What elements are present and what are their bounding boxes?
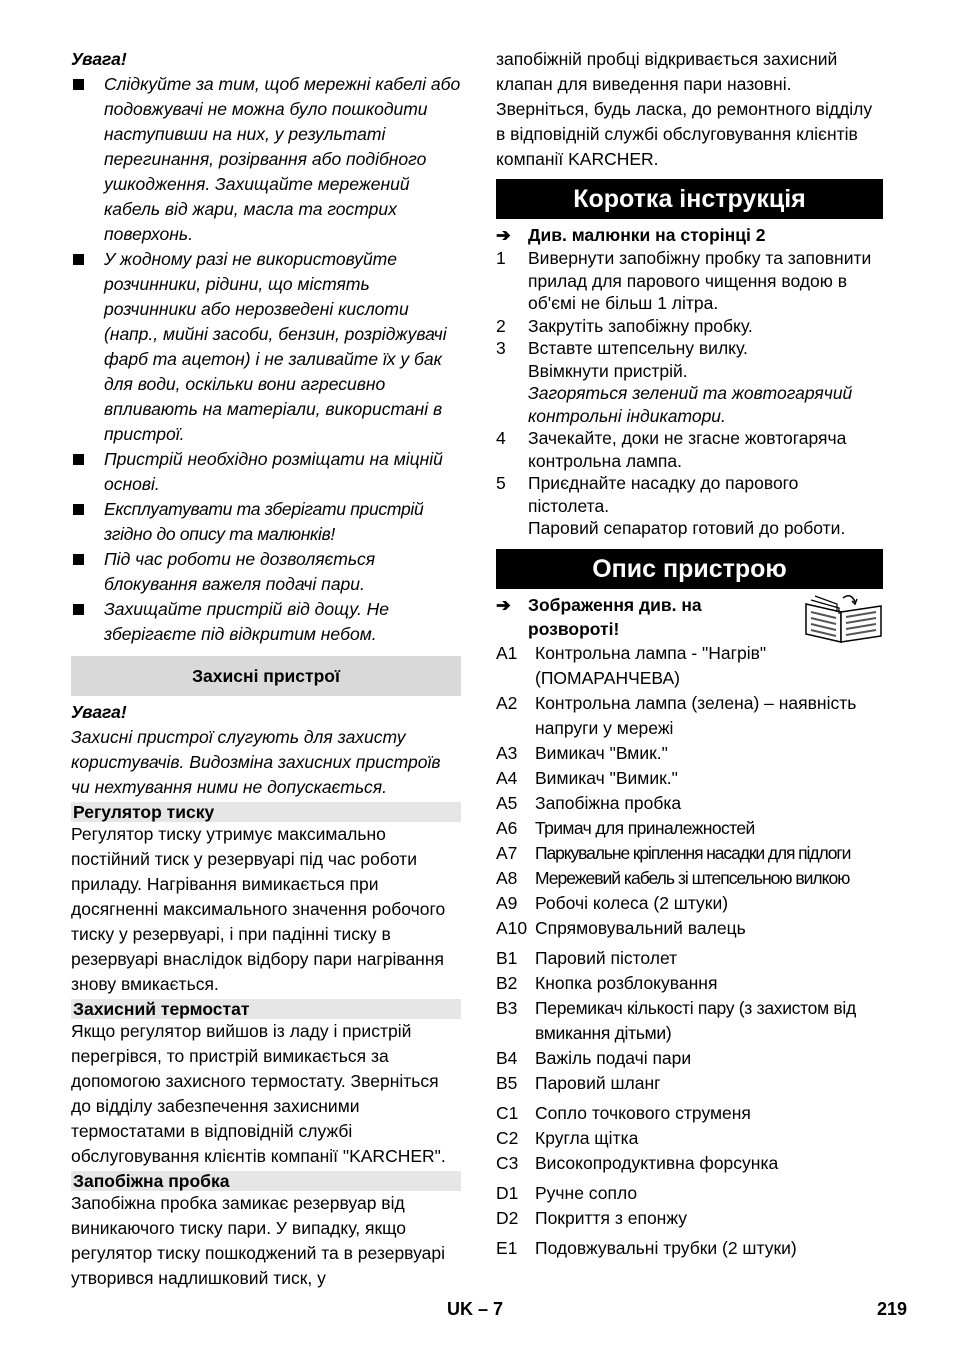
section-heading-short-instructions: Коротка інструкція: [496, 179, 883, 219]
figure-reference: ➔ Зображення див. на розвороті!: [496, 594, 702, 639]
page-number: 219: [877, 1299, 908, 1319]
square-bullet-icon: [71, 497, 104, 547]
warning-text: Захисні пристрої слугують для захисту користувачів. Видозміна захисних пристроїв чи нехтування ними не допускається.: [71, 727, 441, 797]
paragraph-safety-plug: Запобіжна пробка замикає резервуар від виникаючого тиску пари. У випадку, якщо регулятор тиску пошкоджений та в резервуарі утворився надлишковий тиск, у: [71, 1193, 445, 1288]
legend-item: B4 Важіль подачі пари: [496, 1047, 692, 1068]
legend-item: B3 Перемикач кількості пару (з захистом від вмикання дітьми): [496, 997, 856, 1043]
paragraph-safety-thermostat: Якщо регулятор вийшов із ладу і пристрій перегрівся, то пристрій вимикається за допомогою захисного термостату. Зверніться до відділу забезпечення захисними термостатами в відповідній службі обслуговування клієнтів компанії "KARCHER".: [71, 1021, 446, 1166]
arrow-right-icon: ➔: [496, 594, 511, 615]
footer-section-label: UK – 7: [447, 1299, 504, 1319]
subheading-pressure-regulator: Регулятор тиску: [71, 802, 461, 822]
section-heading-protective-devices: Захисні пристрої: [71, 656, 461, 696]
left-column: [71, 47, 461, 1291]
legend-item: A10 Спрямовувальний валець: [496, 917, 746, 938]
step-item: 3 Вставте штепсельну вилку. Ввімкнути пристрій. Загоряться зелений та жовтогарячий контрольні індикатори.: [496, 338, 853, 426]
legend-item: B5 Паровий шланг: [496, 1072, 661, 1093]
square-bullet-icon: [71, 447, 104, 497]
legend-item: B2 Кнопка розблокування: [496, 972, 718, 993]
open-book-icon: [803, 592, 885, 644]
legend-item: A6 Тримач для приналежностей: [496, 817, 755, 838]
step-item: 1 Вивернути запобіжну пробку та заповнити прилад для парового чищення водою в об'ємі не більш 1 літра.: [496, 248, 872, 313]
bullet-item: Захищайте пристрій від дощу. Не зберігаєте під відкритим небом.: [71, 597, 461, 647]
warning-title: Увага!: [71, 702, 127, 722]
legend-item: A5 Запобіжна пробка: [496, 792, 682, 813]
warning-title: Увага!: [71, 49, 127, 69]
legend-item: C2 Кругла щітка: [496, 1127, 639, 1148]
bullet-item: Слідкуйте за тим, щоб мережні кабелі або подовжувачі не можна було пошкодити наступивши на них, у результаті перегинання, розірвання або подібного ушкодження. Захищайте мережений кабель від жари, масла та гострих поверхонь.: [71, 72, 461, 247]
square-bullet-icon: [71, 597, 104, 647]
step-item: 5 Приєднайте насадку до парового пістолета. Паровий сепаратор готовий до роботи.: [496, 473, 846, 538]
bullet-item: Пристрій необхідно розміщати на міцній основі.: [71, 447, 461, 497]
legend-item: A1 Контрольна лампа - "Нагрів" (ПОМАРАНЧЕВА): [496, 642, 767, 688]
section-heading-device-description: Опис пристрою: [496, 549, 883, 589]
bullet-item: Експлуатувати та зберігати пристрій згідно до опису та малюнків!: [71, 497, 461, 547]
legend-item: A7 Паркувальне кріплення насадки для підлоги: [496, 842, 851, 863]
right-column: [496, 47, 883, 1261]
subheading-safety-thermostat: Захисний термостат: [71, 999, 461, 1019]
legend-item: C3 Високопродуктивна форсунка: [496, 1152, 779, 1173]
legend-item: E1 Подовжувальні трубки (2 штуки): [496, 1237, 797, 1258]
step-item: 2 Закрутіть запобіжну пробку.: [496, 315, 753, 336]
step-item: 4 Зачекайте, доки не згасне жовтогаряча контрольна лампа.: [496, 428, 847, 471]
bullet-item: Під час роботи не дозволяється блокування важеля подачі пари.: [71, 547, 461, 597]
legend-item: C1 Сопло точкового струменя: [496, 1102, 751, 1123]
legend-item: B1 Паровий пістолет: [496, 947, 678, 968]
legend-item: D1 Ручне сопло: [496, 1182, 638, 1203]
subheading-safety-plug: Запобіжна пробка: [71, 1171, 461, 1191]
legend-item: A9 Робочі колеса (2 штуки): [496, 892, 729, 913]
square-bullet-icon: [71, 72, 104, 247]
paragraph-pressure-regulator: Регулятор тиску утримує максимально постійний тиск у резервуарі під час роботи приладу. Нагрівання вимикається при досягненні максимального значення робочого тиску у резервуарі, і при падінні тиску в резервуарі внаслідок відбору пари нагрівання знову вмикається.: [71, 824, 446, 994]
paragraph-continuation: запобіжній пробці відкривається захисний клапан для виведення пари назовні. Зверніться, будь ласка, до ремонтного відділу в відповідній службі обслуговування клієнтів компанії KARCHER.: [496, 49, 873, 169]
legend-item: A4 Вимикач "Вимик.": [496, 767, 678, 788]
legend-item: A3 Вимикач "Вмик.": [496, 742, 668, 763]
legend-item: A2 Контрольна лампа (зелена) – наявність напруги у мережі: [496, 692, 857, 738]
square-bullet-icon: [71, 247, 104, 447]
square-bullet-icon: [71, 547, 104, 597]
arrow-right-icon: ➔: [496, 225, 511, 245]
bullet-item: У жодному разі не використовуйте розчинники, рідини, що містять розчинники або нерозведені кислоти (напр., мийні засоби, бензин, розріджувачі фарб та ацетон) і не заливайте їх у бак для води, оскільки вони агресивно впливають на матеріали, використані в пристрої.: [71, 247, 461, 447]
legend-item: A8 Мережевий кабель зі штепсельною вилкою: [496, 867, 850, 888]
figure-reference: ➔ Див. малюнки на сторінці 2: [496, 225, 766, 245]
legend-item: D2 Покриття з епонжу: [496, 1207, 687, 1228]
